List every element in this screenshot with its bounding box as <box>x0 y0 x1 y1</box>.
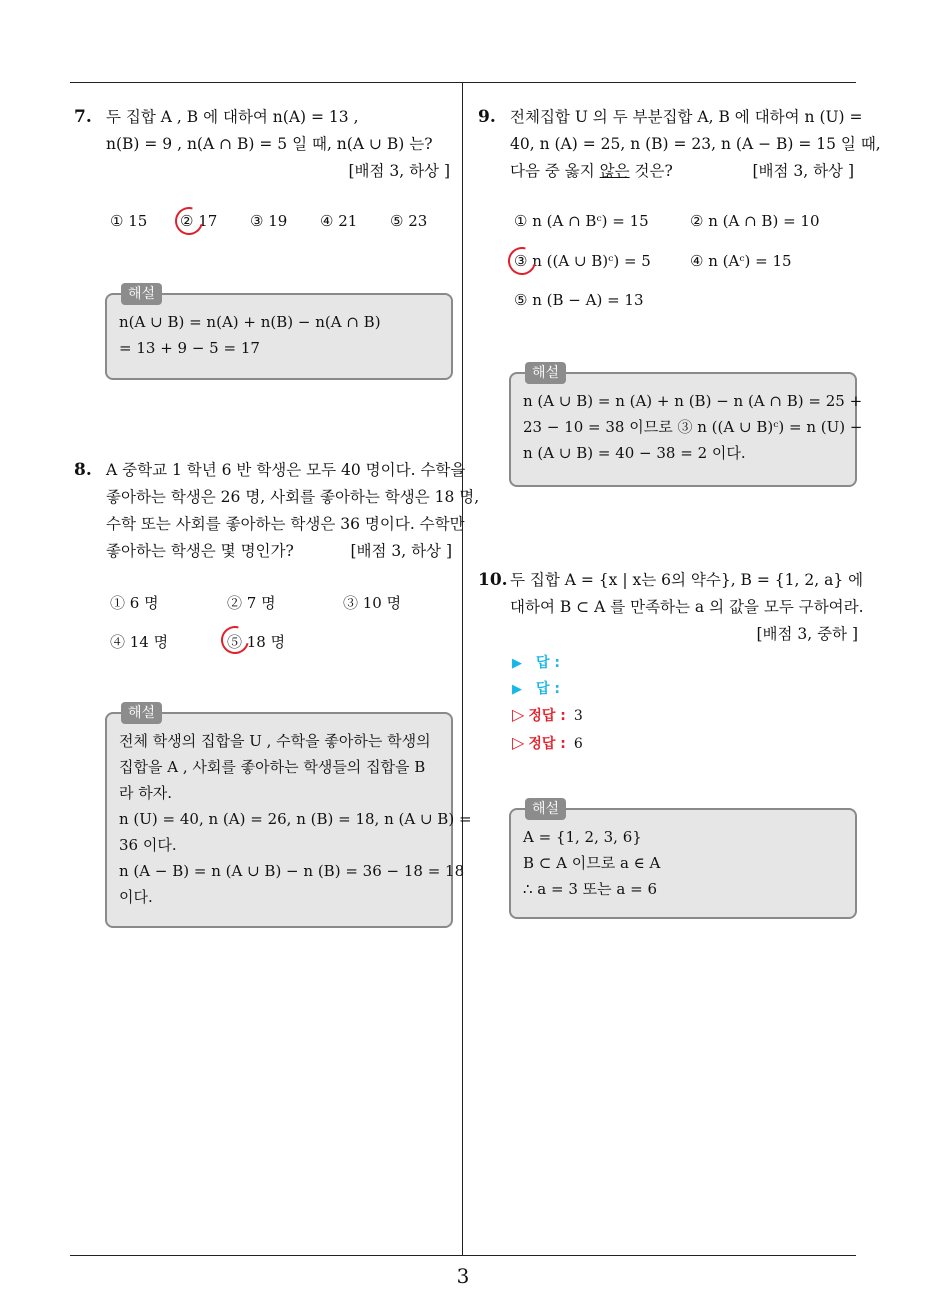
choice-4[interactable]: ④ 21 <box>320 212 358 230</box>
solution-tag: 해설 <box>525 798 566 820</box>
outline-triangle-icon: ▷ <box>512 705 525 724</box>
correct-value: 3 <box>573 708 583 724</box>
question-text: 두 집합 A , B 에 대하여 n(A) = 13 , <box>106 108 359 126</box>
question-text: 좋아하는 학생은 몇 명인가? <box>106 542 294 560</box>
solution-box <box>105 286 453 380</box>
solution-line: ∴ a = 3 또는 a = 6 <box>523 880 658 898</box>
solution-line: 라 하자. <box>119 784 173 802</box>
selected-mark-icon <box>503 242 541 280</box>
selected-mark-icon <box>216 621 254 659</box>
solution-line: n (U) = 40, n (A) = 26, n (B) = 18, n (A ∪ B) = <box>119 810 472 828</box>
solution-line: A = {1, 2, 3, 6} <box>523 828 642 846</box>
question-7 <box>74 104 450 185</box>
solution-line: 36 이다. <box>119 836 177 854</box>
question-text: 전체집합 U 의 두 부분집합 A, B 에 대하여 n (U) = <box>510 108 863 126</box>
solution-line: 이다. <box>119 888 153 906</box>
solution-line: 23 − 10 = 38 이므로 ③ n ((A ∪ B)ᶜ) = n (U) − <box>523 418 863 436</box>
correct-answer-2 <box>512 733 583 753</box>
choice-4[interactable]: ④ n (Aᶜ) = 15 <box>690 252 792 270</box>
question-text: 다음 중 옳지 않은 것은? <box>510 162 673 180</box>
answer-line-2[interactable] <box>512 678 560 698</box>
question-10 <box>478 567 864 648</box>
solution-line: n (A ∪ B) = 40 − 38 = 2 이다. <box>523 444 746 462</box>
choice-4[interactable]: ④ 14 명 <box>110 633 169 651</box>
solution-box <box>509 365 863 487</box>
question-text: 두 집합 A = {x | x는 6의 약수}, B = {1, 2, a} 에 <box>510 571 864 589</box>
choice-2[interactable]: ② 17 <box>180 212 218 230</box>
question-text: n(B) = 9 , n(A ∩ B) = 5 일 때, n(A ∪ B) 는? <box>106 135 433 153</box>
answer-label: 답 : <box>536 681 560 697</box>
choice-5[interactable]: ⑤ 18 명 <box>227 633 286 651</box>
solution-tag: 해설 <box>121 283 162 305</box>
correct-label: 정답 : <box>528 736 566 752</box>
solution-line: n(A ∪ B) = n(A) + n(B) − n(A ∩ B) <box>119 313 381 331</box>
score-meta: [배점 3, 중하 ] <box>756 625 858 643</box>
score-meta: [배점 3, 하상 ] <box>348 162 450 180</box>
choice-1[interactable]: ① 15 <box>110 212 148 230</box>
solution-tag: 해설 <box>121 702 162 724</box>
answer-line-1[interactable] <box>512 652 560 672</box>
choice-1[interactable]: ① n (A ∩ Bᶜ) = 15 <box>514 212 649 230</box>
choice-5[interactable]: ⑤ n (B − A) = 13 <box>514 291 644 309</box>
question-number: 10. <box>478 570 508 590</box>
correct-value: 6 <box>573 736 583 752</box>
choice-3[interactable]: ③ n ((A ∪ B)ᶜ) = 5 <box>514 252 651 270</box>
play-triangle-icon: ▶ <box>512 656 522 671</box>
question-text: 좋아하는 학생은 26 명, 사회를 좋아하는 학생은 18 명, <box>106 488 480 506</box>
choice-1[interactable]: ① 6 명 <box>110 594 159 612</box>
solution-line: 집합을 A , 사회를 좋아하는 학생들의 집합을 B <box>119 758 426 776</box>
question-number: 9. <box>478 107 496 127</box>
question-text: 수학 또는 사회를 좋아하는 학생은 36 명이다. 수학만 <box>106 515 465 533</box>
question-text: 40, n (A) = 25, n (B) = 23, n (A − B) = 15 일 때, <box>510 135 881 153</box>
question-text: 대하여 B ⊂ A 를 만족하는 a 의 값을 모두 구하여라. <box>510 598 864 616</box>
answer-label: 답 : <box>536 655 560 671</box>
choice-2[interactable]: ② 7 명 <box>227 594 276 612</box>
solution-box <box>105 705 472 928</box>
score-meta: [배점 3, 하상 ] <box>350 542 452 560</box>
solution-line: = 13 + 9 − 5 = 17 <box>119 339 260 357</box>
page-number: 3 <box>456 1264 470 1288</box>
score-meta: [배점 3, 하상 ] <box>752 162 854 180</box>
play-triangle-icon: ▶ <box>512 682 522 697</box>
choice-2[interactable]: ② n (A ∩ B) = 10 <box>690 212 820 230</box>
question-number: 7. <box>74 107 92 127</box>
solution-line: n (A ∪ B) = n (A) + n (B) − n (A ∩ B) = 25 + <box>523 392 863 410</box>
correct-label: 정답 : <box>528 708 566 724</box>
question-text: A 중학교 1 학년 6 반 학생은 모두 40 명이다. 수학을 <box>106 461 466 479</box>
underlined-word: 않은 <box>599 162 630 180</box>
solution-line: 전체 학생의 집합을 U , 수학을 좋아하는 학생의 <box>119 732 431 750</box>
question-8 <box>74 457 480 565</box>
outline-triangle-icon: ▷ <box>512 733 525 752</box>
choice-3[interactable]: ③ 19 <box>250 212 288 230</box>
choice-5[interactable]: ⑤ 23 <box>390 212 428 230</box>
column-divider <box>462 83 463 1256</box>
choice-3[interactable]: ③ 10 명 <box>343 594 402 612</box>
bottom-rule <box>70 1255 856 1256</box>
correct-answer-1 <box>512 705 583 725</box>
question-number: 8. <box>74 460 92 480</box>
top-rule <box>70 82 856 83</box>
solution-tag: 해설 <box>525 362 566 384</box>
solution-box <box>509 801 857 919</box>
question-9 <box>478 104 881 185</box>
selected-mark-icon <box>170 202 208 240</box>
solution-line: n (A − B) = n (A ∪ B) − n (B) = 36 − 18 = 18 <box>119 862 465 880</box>
solution-line: B ⊂ A 이므로 a ∈ A <box>523 854 661 872</box>
